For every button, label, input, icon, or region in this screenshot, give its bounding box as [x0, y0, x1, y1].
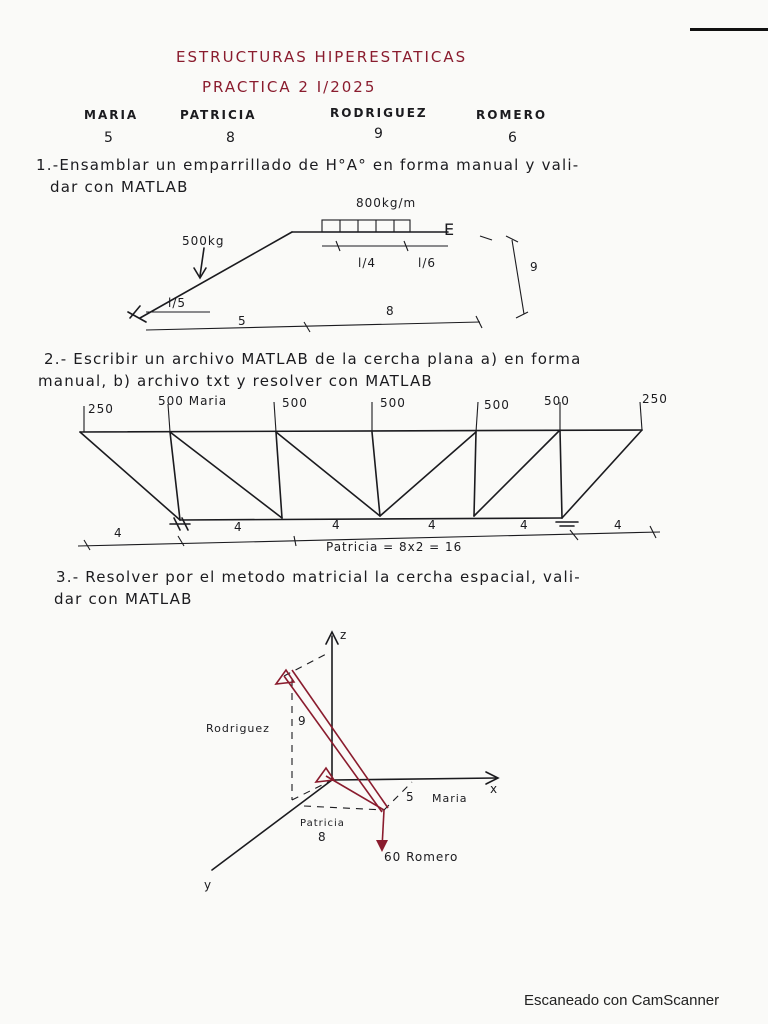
axis-z-label: z [340, 628, 348, 642]
student-surname-second: ROMERO [476, 108, 548, 122]
truss-span-note: Patricia = 8x2 = 16 [326, 540, 463, 554]
construction-dash-bottom [304, 806, 384, 810]
truss-load-1: 250 [88, 402, 114, 416]
dimension-l4-label: l/4 [358, 256, 377, 270]
problem3-statement-line1: 3.- Resolver por el metodo matricial la cercha espacial, vali- [56, 568, 581, 586]
truss-span-1: 4 [114, 526, 123, 540]
truss-span-5: 4 [520, 518, 529, 532]
student-surname-first: RODRIGUEZ [330, 106, 428, 120]
dimension-5-x-label: 5 [406, 790, 415, 804]
patricia-label: Patricia [300, 818, 345, 829]
name-count-patricia: 8 [226, 130, 236, 146]
problem1-statement-line2: dar con MATLAB [50, 178, 189, 196]
problem2-statement-line1: 2.- Escribir un archivo MATLAB de la cercha plana a) en forma [44, 350, 582, 368]
truss-span-3: 4 [332, 518, 341, 532]
student-name-second: PATRICIA [180, 108, 257, 122]
rodriguez-label: Rodriguez [206, 722, 270, 735]
space-member-3 [326, 776, 384, 810]
truss-load-4: 500 [380, 396, 406, 410]
dimension-8-label: 8 [386, 304, 395, 318]
scanner-watermark: Escaneado con CamScanner [524, 992, 720, 1009]
axis-x-line [332, 778, 496, 780]
truss-span-6: 4 [614, 518, 623, 532]
axis-x-label: x [490, 782, 499, 796]
truss-load-5: 500 [484, 398, 510, 412]
student-name-first: MARIA [84, 108, 139, 122]
dimension-l6-label: l/6 [418, 256, 437, 270]
truss-span-2: 4 [234, 520, 243, 534]
space-member-2 [292, 670, 388, 808]
problem2-statement-line2: manual, b) archivo txt y resolver con MATLAB [38, 372, 433, 390]
point-e-label: E [444, 220, 456, 239]
construction-dash-top [284, 652, 330, 676]
practice-subtitle: PRACTICA 2 I/2025 [202, 78, 377, 96]
page-title: ESTRUCTURAS HIPERESTATICAS [176, 48, 468, 66]
name-count-romero: 6 [508, 130, 518, 146]
dimension-9-label: 9 [530, 260, 539, 274]
truss-load-2: 500 Maria [158, 394, 228, 408]
truss-load-7: 250 [642, 392, 668, 406]
truss-load-3: 500 [282, 396, 308, 410]
problem3-statement-line2: dar con MATLAB [54, 590, 193, 608]
point-load-label: 500kg [182, 234, 225, 248]
axis-y-label: y [204, 878, 213, 892]
dimension-5-label: 5 [238, 314, 247, 328]
space-member-1 [284, 676, 382, 812]
dimension-8-y-label: 8 [318, 830, 327, 844]
romero-load-label: 60 Romero [384, 850, 459, 864]
dimension-l5-label: l/5 [168, 296, 187, 310]
truss-load-6: 500 [544, 394, 570, 408]
name-count-rodriguez: 9 [374, 126, 384, 142]
distributed-load-label: 800kg/m [356, 196, 417, 210]
problem1-statement-line1: 1.-Ensamblar un emparrillado de H°A° en forma manual y vali- [36, 156, 580, 174]
maria-label: Maria [432, 792, 468, 805]
name-count-maria: 5 [104, 130, 114, 146]
dimension-9-vertical-label: 9 [298, 714, 307, 728]
truss-span-4: 4 [428, 518, 437, 532]
